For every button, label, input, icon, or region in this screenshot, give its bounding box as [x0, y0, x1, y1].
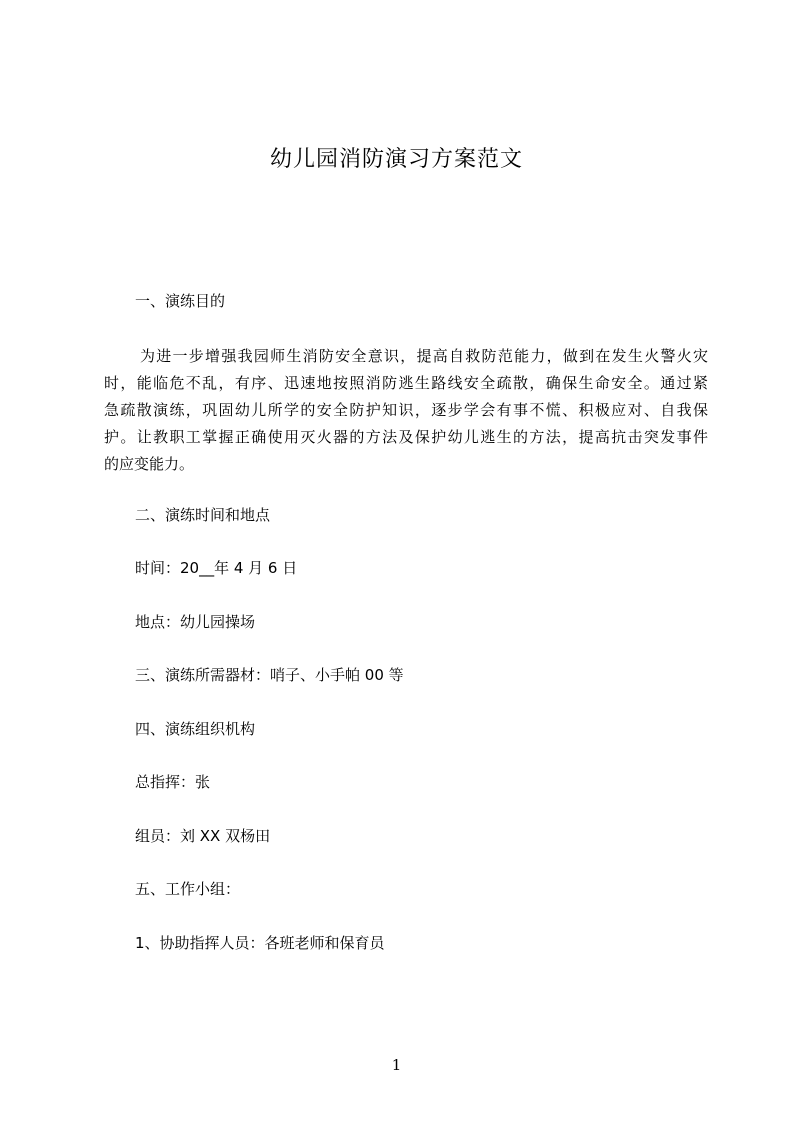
paragraph-line: 护。让教职工掌握正确使用灭火器的方法及保护幼儿逃生的方法，提高抗击突发事件	[104, 428, 708, 446]
paragraph-line: 时，能临危不乱，有序、迅速地按照消防逃生路线安全疏散，确保生命安全。通过紧	[104, 374, 708, 392]
commander-line: 总指挥：张	[135, 773, 211, 791]
section-5-heading: 五、工作小组：	[135, 880, 241, 898]
section-4-heading: 四、演练组织机构	[135, 720, 256, 738]
paragraph-line: 的应变能力。	[104, 455, 195, 473]
paragraph-line: 为进一步增强我园师生消防安全意识，提高自救防范能力，做到在发生火警火灾	[140, 347, 708, 365]
members-line: 组员：刘 XX 双杨田	[135, 827, 271, 845]
section-1-heading: 一、演练目的	[135, 292, 226, 310]
time-line: 时间：20__年 4 月 6 日	[135, 559, 298, 577]
page-number: 1	[391, 1056, 402, 1074]
section-2-heading: 二、演练时间和地点	[135, 506, 271, 524]
document-title: 幼儿园消防演习方案范文	[269, 147, 523, 172]
place-line: 地点：幼儿园操场	[135, 613, 256, 631]
section-3-heading: 三、演练所需器材：哨子、小手帕 00 等	[135, 666, 404, 684]
paragraph-line: 急疏散演练，巩固幼儿所学的安全防护知识，逐步学会有事不慌、积极应对、自我保	[104, 401, 708, 419]
section-1-paragraph	[104, 343, 708, 478]
list-item: 1、协助指挥人员：各班老师和保育员	[135, 934, 385, 952]
